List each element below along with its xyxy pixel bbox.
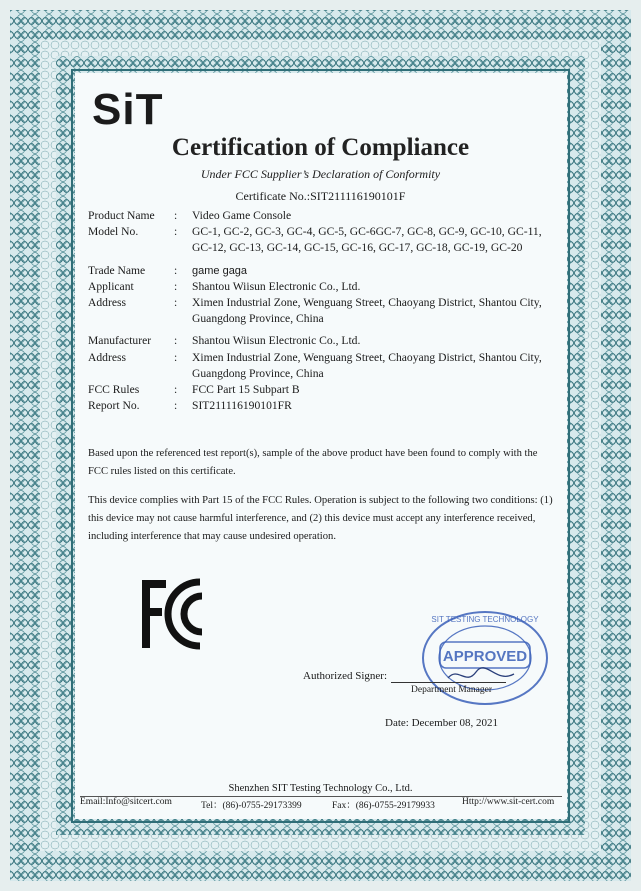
- stamp-center-text: APPROVED: [442, 648, 528, 665]
- row-model-no: [88, 224, 558, 256]
- issue-date: Date: December 08, 2021: [385, 717, 499, 729]
- footer-fax: Fax：(86)-0755-29179933: [332, 801, 435, 811]
- footer-website: Http://www.sit-cert.com: [462, 797, 555, 807]
- model-no-value: GC-1, GC-2, GC-3, GC-4, GC-5, GC-6GC-7, GC-8, GC-9, GC-10, GC-11, GC-12, GC-13, GC-14, GC-15, GC-16, GC-17, GC-18, GC-19, GC-20: [192, 225, 542, 255]
- stamp-top-text: SIT TESTING TECHNOLOGY: [431, 615, 539, 624]
- row-trade-name: [88, 263, 558, 279]
- colon: :: [174, 279, 178, 293]
- product-name-value: Video Game Console: [192, 209, 292, 222]
- fcc-logo: [138, 576, 228, 652]
- row-applicant: [88, 279, 558, 295]
- fcc-rules-value: FCC Part 15 Subpart B: [192, 383, 300, 397]
- label: Address: [88, 296, 126, 310]
- label: Applicant: [88, 279, 134, 293]
- colon: :: [174, 225, 178, 239]
- row-report-no: [88, 398, 558, 414]
- label: Manufacturer: [88, 334, 152, 348]
- colon: :: [174, 263, 178, 277]
- colon: :: [174, 296, 178, 310]
- compliance-paragraph: Based upon the referenced test report(s), sample of the above product have been found to comply with the FCC rules listed on this certificate.: [88, 448, 538, 477]
- colon: :: [174, 334, 178, 348]
- info-table: [88, 208, 558, 414]
- label: Report No.: [88, 399, 140, 413]
- applicant-address-value: Ximen Industrial Zone, Wenguang Street, Chaoyang District, Shantou City, Guangdong Province, China: [192, 296, 542, 326]
- footer-tel: Tel：(86)-0755-29173399: [201, 801, 302, 811]
- applicant-value: Shantou Wiisun Electronic Co., Ltd.: [192, 279, 361, 293]
- row-applicant-address: [88, 295, 558, 327]
- manufacturer-address-value: Ximen Industrial Zone, Wenguang Street, Chaoyang District, Shantou City, Guangdong Province, China: [192, 350, 542, 380]
- footer-email: Email:Info@sitcert.com: [80, 797, 172, 807]
- certificate-subtitle: Under FCC Supplier’s Declaration of Conformity: [200, 167, 441, 181]
- row-product-name: [88, 208, 558, 224]
- colon: :: [174, 209, 178, 222]
- colon: :: [174, 383, 178, 397]
- row-manufacturer-address: [88, 350, 558, 382]
- label: Product Name: [88, 209, 155, 222]
- signature-line: [391, 682, 506, 683]
- label: Trade Name: [88, 263, 146, 277]
- certificate-title: Certification of Compliance: [171, 134, 470, 161]
- colon: :: [174, 350, 178, 364]
- row-manufacturer: [88, 333, 558, 349]
- footer-company: Shenzhen SIT Testing Technology Co., Ltd.: [228, 783, 413, 794]
- authorized-signer-label: Authorized Signer:: [303, 670, 388, 682]
- conditions-paragraph: This device complies with Part 15 of the FCC Rules. Operation is subject to the following two conditions: (1) this device may not cause harmful interference, and (2) this device must accept any interference received, including interference that may cause undesired operation.: [88, 495, 553, 542]
- signer-title: Department Manager: [411, 685, 492, 695]
- colon: :: [174, 399, 178, 413]
- row-fcc-rules: [88, 382, 558, 398]
- label: FCC Rules: [88, 383, 140, 397]
- certificate-number: Certificate No.:SIT211116190101F: [235, 189, 406, 203]
- report-no-value: SIT211116190101FR: [192, 399, 292, 413]
- trade-name-value: game gaga: [192, 264, 248, 277]
- label: Model No.: [88, 225, 139, 239]
- label: Address: [88, 350, 126, 364]
- sit-logo: SiT: [92, 85, 164, 134]
- manufacturer-value: Shantou Wiisun Electronic Co., Ltd.: [192, 334, 361, 348]
